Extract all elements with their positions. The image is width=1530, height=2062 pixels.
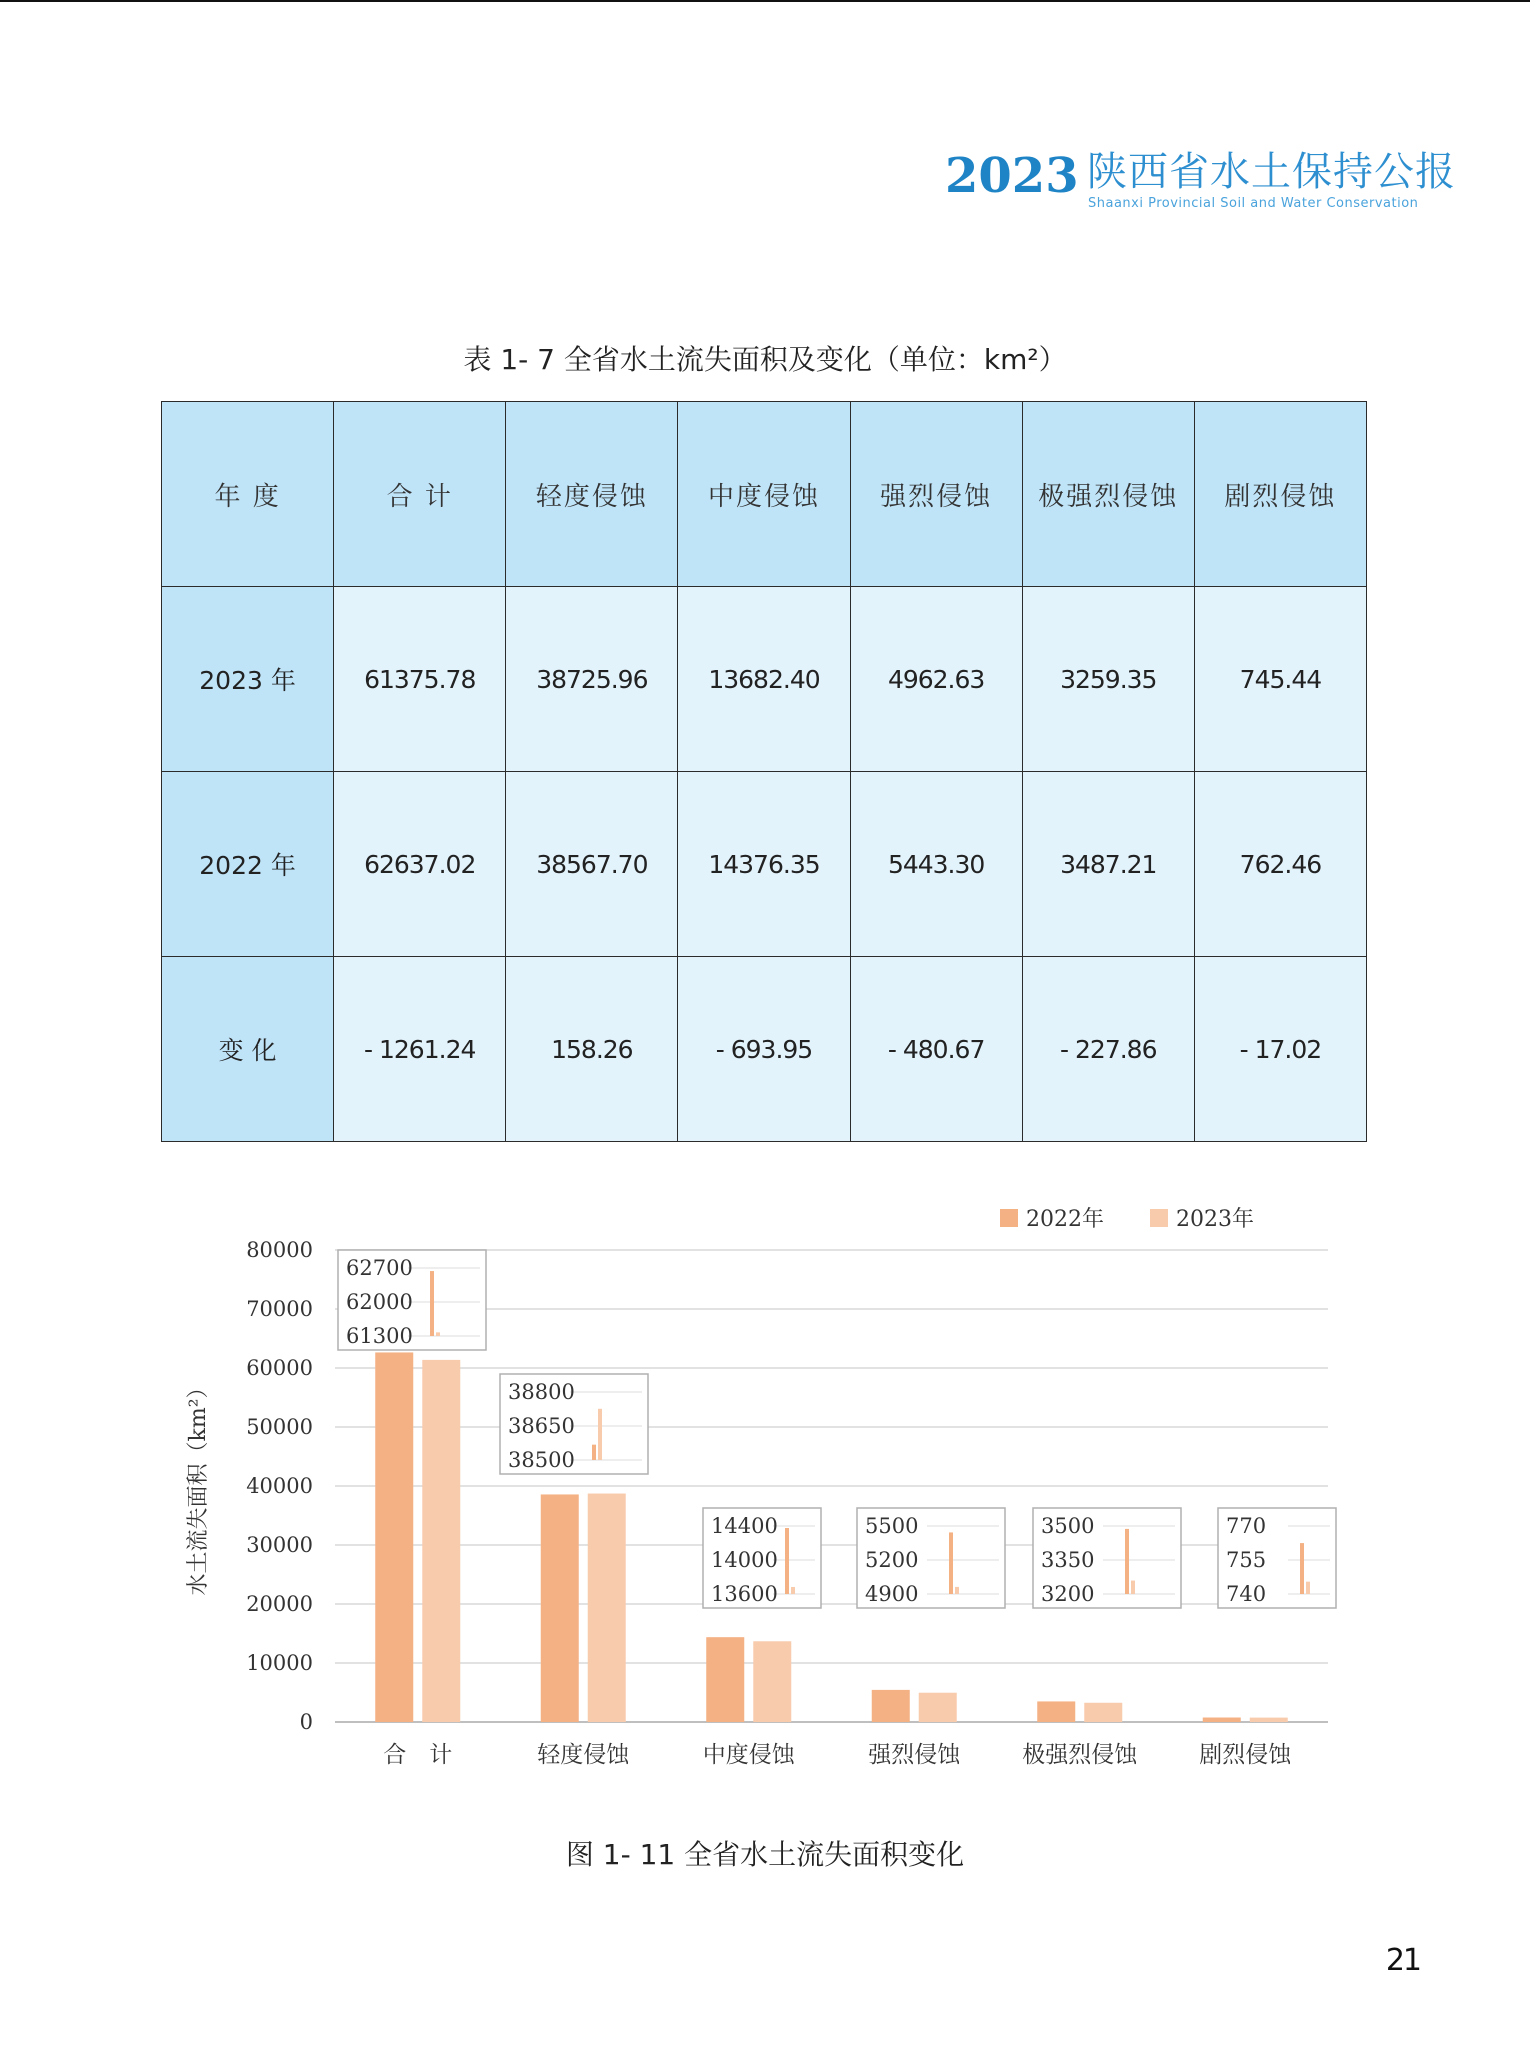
inset-bar	[1125, 1529, 1129, 1594]
erosion-bar-chart	[170, 1190, 1370, 1790]
header-cell: 剧烈侵蚀	[1194, 402, 1366, 587]
header-year: 2023	[945, 148, 1079, 204]
table-cell: - 480.67	[850, 957, 1022, 1142]
chart-svg	[170, 1190, 1370, 1790]
table-caption: 表 1- 7 全省水土流失面积及变化（单位：km²）	[463, 343, 1067, 376]
inset-bar	[1306, 1582, 1310, 1594]
x-category-label: 中度侵蚀	[702, 1742, 795, 1768]
y-tick-label: 0	[299, 1710, 313, 1734]
table-cell: 5443.30	[850, 772, 1022, 957]
table-cell: 13682.40	[678, 587, 850, 772]
figure-caption: 图 1- 11 全省水土流失面积变化	[565, 1838, 965, 1871]
inset-tick-label: 14000	[711, 1548, 778, 1572]
inset-tick-label: 5200	[865, 1548, 919, 1572]
table-row	[162, 772, 1367, 957]
table-cell: - 17.02	[1194, 957, 1366, 1142]
inset-tick-label: 5500	[865, 1514, 919, 1538]
inset-bar	[430, 1271, 434, 1336]
table-row	[162, 957, 1367, 1142]
inset-tick-label: 38650	[508, 1414, 575, 1438]
y-tick-label: 80000	[246, 1238, 313, 1262]
table-cell: 745.44	[1194, 587, 1366, 772]
inset-tick-label: 62000	[346, 1290, 413, 1314]
table-cell: 61375.78	[334, 587, 506, 772]
inset-bar	[1300, 1543, 1304, 1594]
bar-series-1	[706, 1637, 744, 1722]
bar-series-2	[753, 1641, 791, 1722]
legend-swatch	[1150, 1209, 1168, 1227]
bar-series-1	[1203, 1718, 1241, 1722]
table-cell: 4962.63	[850, 587, 1022, 772]
table-header-row	[162, 402, 1367, 587]
x-category-label: 剧烈侵蚀	[1199, 1742, 1292, 1768]
table-cell: - 1261.24	[334, 957, 506, 1142]
y-tick-label: 20000	[246, 1592, 313, 1616]
table-cell: 762.46	[1194, 772, 1366, 957]
inset-tick-label: 740	[1226, 1582, 1267, 1606]
row-label: 2022 年	[162, 772, 334, 957]
inset-tick-label: 62700	[346, 1256, 413, 1280]
header-cell: 轻度侵蚀	[506, 402, 678, 587]
header-cell: 中度侵蚀	[678, 402, 850, 587]
inset-bar	[598, 1409, 602, 1460]
bar-series-1	[541, 1494, 579, 1722]
row-label: 变 化	[162, 957, 334, 1142]
inset-bar	[949, 1532, 953, 1594]
table-cell: 38725.96	[506, 587, 678, 772]
report-header	[945, 140, 1465, 230]
table-row	[162, 587, 1367, 772]
table-cell: 38567.70	[506, 772, 678, 957]
header-subtitle: Shaanxi Provincial Soil and Water Conservation	[1088, 196, 1419, 211]
legend-label: 2023年	[1176, 1207, 1254, 1232]
inset-bar	[1131, 1581, 1135, 1594]
bar-series-2	[1084, 1703, 1122, 1722]
y-tick-label: 60000	[246, 1356, 313, 1380]
inset-tick-label: 4900	[865, 1582, 919, 1606]
y-tick-label: 10000	[246, 1651, 313, 1675]
inset-tick-label: 770	[1226, 1514, 1267, 1538]
inset-tick-label: 13600	[711, 1582, 778, 1606]
bar-series-2	[919, 1693, 957, 1722]
bar-series-2	[1250, 1718, 1288, 1722]
inset-tick-label: 61300	[346, 1324, 413, 1348]
bar-series-1	[375, 1352, 413, 1722]
header-title: 陕西省水土保持公报	[1087, 149, 1456, 195]
inset-bar	[791, 1587, 795, 1594]
inset-tick-label: 755	[1226, 1548, 1267, 1572]
legend-swatch	[1000, 1209, 1018, 1227]
table-cell: 14376.35	[678, 772, 850, 957]
table-cell: 158.26	[506, 957, 678, 1142]
bar-series-1	[1037, 1701, 1075, 1722]
erosion-table	[161, 401, 1367, 1142]
bar-series-1	[872, 1690, 910, 1722]
row-label: 2023 年	[162, 587, 334, 772]
header-cell: 年 度	[162, 402, 334, 587]
inset-bar	[785, 1528, 789, 1594]
inset-tick-label: 14400	[711, 1514, 778, 1538]
bar-series-2	[588, 1494, 626, 1722]
inset-tick-label: 3500	[1041, 1514, 1095, 1538]
inset-tick-label: 38800	[508, 1380, 575, 1404]
table-cell: - 693.95	[678, 957, 850, 1142]
table-cell: 62637.02	[334, 772, 506, 957]
header-cell: 合 计	[334, 402, 506, 587]
inset-tick-label: 3200	[1041, 1582, 1095, 1606]
bar-series-2	[422, 1360, 460, 1722]
x-category-label: 极强烈侵蚀	[1022, 1742, 1138, 1768]
x-category-label: 合 计	[383, 1742, 453, 1768]
x-category-label: 强烈侵蚀	[868, 1742, 961, 1768]
table-cell: 3487.21	[1022, 772, 1194, 957]
x-category-label: 轻度侵蚀	[537, 1742, 630, 1768]
inset-bar	[436, 1332, 440, 1336]
y-tick-label: 70000	[246, 1297, 313, 1321]
y-tick-label: 30000	[246, 1533, 313, 1557]
top-rule	[0, 0, 1530, 2]
y-tick-label: 50000	[246, 1415, 313, 1439]
page-number: 21	[1385, 1943, 1420, 1978]
y-tick-label: 40000	[246, 1474, 313, 1498]
inset-bar	[955, 1587, 959, 1594]
table-cell: - 227.86	[1022, 957, 1194, 1142]
inset-bar	[592, 1445, 596, 1460]
inset-tick-label: 38500	[508, 1448, 575, 1472]
header-cell: 强烈侵蚀	[850, 402, 1022, 587]
table-cell: 3259.35	[1022, 587, 1194, 772]
y-axis-label: 水土流失面积（km²）	[186, 1376, 211, 1596]
header-cell: 极强烈侵蚀	[1022, 402, 1194, 587]
legend-label: 2022年	[1026, 1207, 1104, 1232]
inset-tick-label: 3350	[1041, 1548, 1095, 1572]
